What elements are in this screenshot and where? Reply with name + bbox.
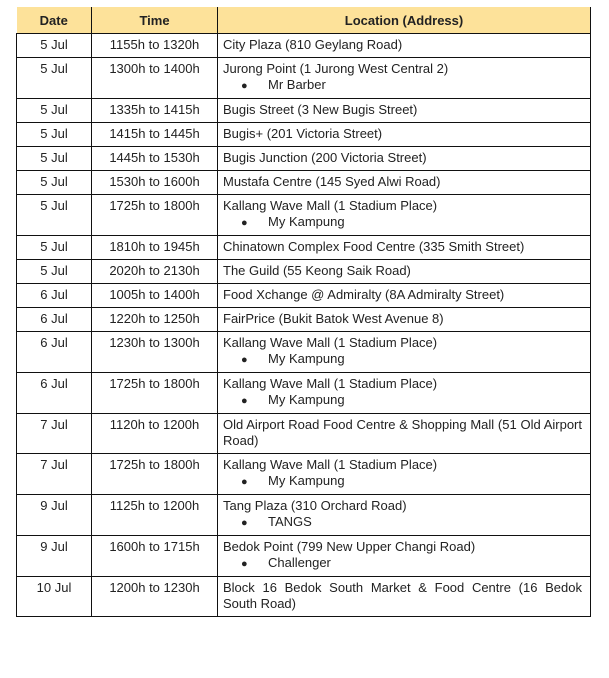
sub-location xyxy=(223,514,582,531)
location-cell xyxy=(218,236,591,260)
time-cell: 1445h to 1530h xyxy=(92,147,218,171)
location-text: Food Xchange @ Admiralty (8A Admiralty Street) xyxy=(223,287,505,302)
sub-location-text: TANGS xyxy=(268,514,312,529)
table-row xyxy=(17,332,591,373)
date-cell: 5 Jul xyxy=(17,58,92,99)
sub-location xyxy=(223,351,582,368)
sub-location xyxy=(223,555,582,572)
table-row xyxy=(17,414,591,454)
sub-location-text: My Kampung xyxy=(268,473,345,488)
location-text: The Guild (55 Keong Saik Road) xyxy=(223,263,411,278)
table-row xyxy=(17,123,591,147)
table-row xyxy=(17,454,591,495)
location-cell xyxy=(218,308,591,332)
location-cell xyxy=(218,284,591,308)
table-row xyxy=(17,536,591,577)
sub-location xyxy=(223,473,582,490)
schedule-table xyxy=(16,7,591,617)
sub-location-text: Mr Barber xyxy=(268,77,326,92)
location-cell xyxy=(218,99,591,123)
date-cell: 9 Jul xyxy=(17,536,92,577)
table-row xyxy=(17,260,591,284)
table-row xyxy=(17,99,591,123)
location-cell xyxy=(218,58,591,99)
time-cell: 1725h to 1800h xyxy=(92,195,218,236)
location-cell xyxy=(218,373,591,414)
header-location: Location (Address) xyxy=(218,7,591,34)
location-text: FairPrice (Bukit Batok West Avenue 8) xyxy=(223,311,444,326)
location-cell xyxy=(218,414,591,454)
location-text: Kallang Wave Mall (1 Stadium Place) xyxy=(223,335,438,350)
time-cell: 1335h to 1415h xyxy=(92,99,218,123)
location-text: Kallang Wave Mall (1 Stadium Place) xyxy=(223,198,438,213)
table-row xyxy=(17,34,591,58)
time-cell: 1300h to 1400h xyxy=(92,58,218,99)
date-cell: 5 Jul xyxy=(17,260,92,284)
date-cell: 6 Jul xyxy=(17,373,92,414)
date-cell: 7 Jul xyxy=(17,454,92,495)
location-cell xyxy=(218,495,591,536)
bullet-icon: ● xyxy=(241,354,248,366)
time-cell: 1600h to 1715h xyxy=(92,536,218,577)
sub-location-text: Challenger xyxy=(268,555,331,570)
header-row xyxy=(17,7,591,34)
location-text: Bugis Street (3 New Bugis Street) xyxy=(223,102,418,117)
location-text: Kallang Wave Mall (1 Stadium Place) xyxy=(223,457,438,472)
location-cell xyxy=(218,34,591,58)
table-row xyxy=(17,236,591,260)
location-cell xyxy=(218,171,591,195)
location-cell xyxy=(218,577,591,617)
location-cell xyxy=(218,332,591,373)
bullet-icon: ● xyxy=(241,80,248,92)
location-cell xyxy=(218,536,591,577)
bullet-icon: ● xyxy=(241,517,248,529)
sub-location-text: My Kampung xyxy=(268,392,345,407)
location-text: Bugis Junction (200 Victoria Street) xyxy=(223,150,427,165)
time-cell: 1810h to 1945h xyxy=(92,236,218,260)
table-row xyxy=(17,195,591,236)
table-row xyxy=(17,577,591,617)
bullet-icon: ● xyxy=(241,217,248,229)
time-cell: 1530h to 1600h xyxy=(92,171,218,195)
table-row xyxy=(17,495,591,536)
time-cell: 1220h to 1250h xyxy=(92,308,218,332)
sub-location xyxy=(223,214,582,231)
time-cell: 1200h to 1230h xyxy=(92,577,218,617)
location-cell xyxy=(218,454,591,495)
time-cell: 1155h to 1320h xyxy=(92,34,218,58)
date-cell: 5 Jul xyxy=(17,99,92,123)
date-cell: 6 Jul xyxy=(17,332,92,373)
date-cell: 6 Jul xyxy=(17,308,92,332)
time-cell: 2020h to 2130h xyxy=(92,260,218,284)
header-date: Date xyxy=(17,7,92,34)
header-time: Time xyxy=(92,7,218,34)
date-cell: 5 Jul xyxy=(17,195,92,236)
bullet-icon: ● xyxy=(241,395,248,407)
time-cell: 1415h to 1445h xyxy=(92,123,218,147)
location-cell xyxy=(218,260,591,284)
location-text: Chinatown Complex Food Centre (335 Smith Street) xyxy=(223,239,525,254)
time-cell: 1725h to 1800h xyxy=(92,454,218,495)
location-text: Bedok Point (799 New Upper Changi Road) xyxy=(223,539,476,554)
date-cell: 5 Jul xyxy=(17,34,92,58)
date-cell: 6 Jul xyxy=(17,284,92,308)
bullet-icon: ● xyxy=(241,558,248,570)
location-cell xyxy=(218,123,591,147)
sub-location xyxy=(223,392,582,409)
date-cell: 9 Jul xyxy=(17,495,92,536)
sub-location-text: My Kampung xyxy=(268,351,345,366)
date-cell: 5 Jul xyxy=(17,171,92,195)
location-text: Tang Plaza (310 Orchard Road) xyxy=(223,498,407,513)
location-text: Old Airport Road Food Centre & Shopping Mall (51 Old Airport Road) xyxy=(223,417,582,448)
location-text: City Plaza (810 Geylang Road) xyxy=(223,37,403,52)
date-cell: 7 Jul xyxy=(17,414,92,454)
table-body xyxy=(17,34,591,617)
bullet-icon: ● xyxy=(241,476,248,488)
date-cell: 5 Jul xyxy=(17,236,92,260)
date-cell: 10 Jul xyxy=(17,577,92,617)
table-row xyxy=(17,373,591,414)
time-cell: 1125h to 1200h xyxy=(92,495,218,536)
location-cell xyxy=(218,195,591,236)
location-text: Kallang Wave Mall (1 Stadium Place) xyxy=(223,376,438,391)
sub-location-text: My Kampung xyxy=(268,214,345,229)
sub-location xyxy=(223,77,582,94)
location-cell xyxy=(218,147,591,171)
date-cell: 5 Jul xyxy=(17,123,92,147)
table-row xyxy=(17,147,591,171)
table-row xyxy=(17,171,591,195)
time-cell: 1725h to 1800h xyxy=(92,373,218,414)
table-row xyxy=(17,58,591,99)
time-cell: 1120h to 1200h xyxy=(92,414,218,454)
table-row xyxy=(17,308,591,332)
table-row xyxy=(17,284,591,308)
location-text: Bugis+ (201 Victoria Street) xyxy=(223,126,383,141)
location-text: Jurong Point (1 Jurong West Central 2) xyxy=(223,61,449,76)
location-text: Block 16 Bedok South Market & Food Centre (16 Bedok South Road) xyxy=(223,580,582,611)
date-cell: 5 Jul xyxy=(17,147,92,171)
time-cell: 1230h to 1300h xyxy=(92,332,218,373)
location-text: Mustafa Centre (145 Syed Alwi Road) xyxy=(223,174,441,189)
time-cell: 1005h to 1400h xyxy=(92,284,218,308)
